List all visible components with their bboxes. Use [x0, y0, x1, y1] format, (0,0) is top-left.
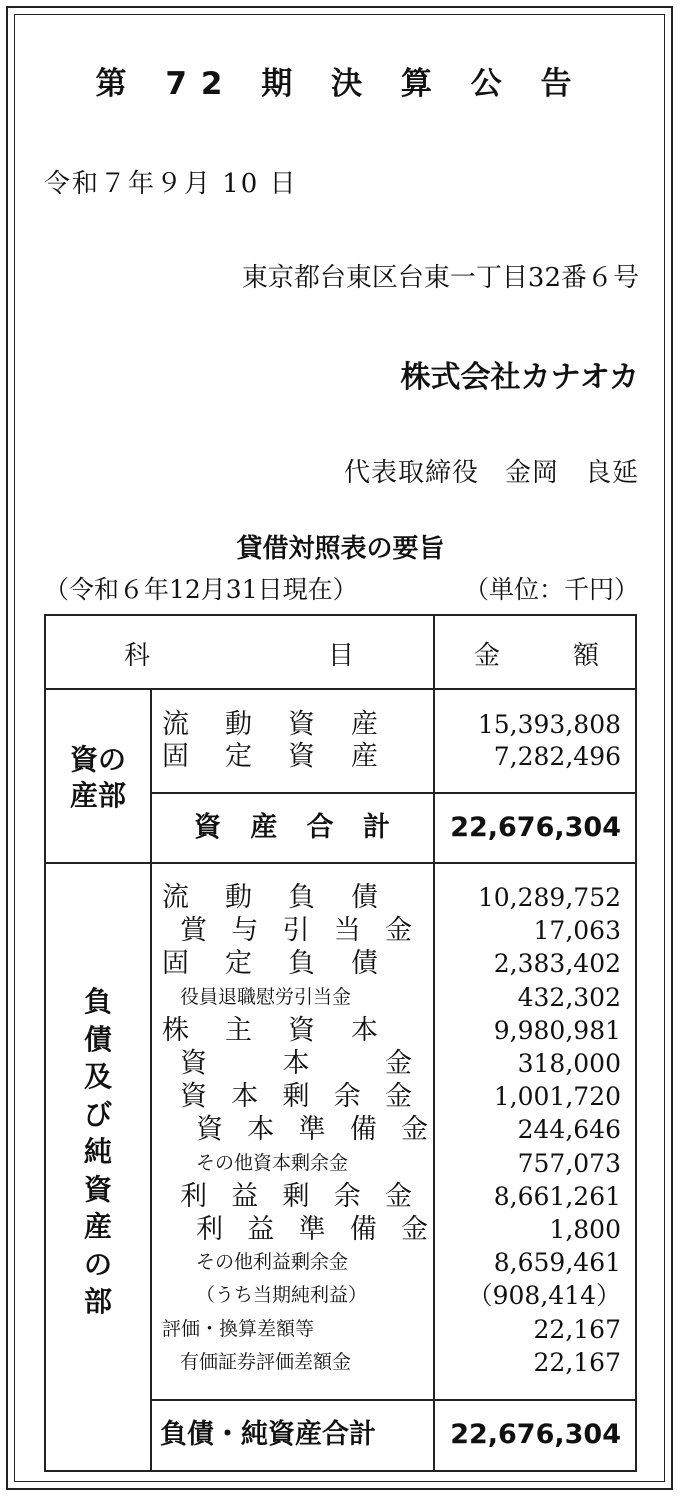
liab-label-char: の [83, 1247, 112, 1281]
liability-value: 318,000 [517, 1049, 621, 1078]
liab-total-divider [150, 1399, 635, 1401]
liability-row [46, 947, 635, 980]
liability-row [46, 1047, 635, 1080]
assets-total-label [194, 811, 390, 844]
label-char: 本 [231, 1081, 259, 1113]
liability-value: 2,383,402 [493, 949, 621, 979]
liability-value: 1,800 [549, 1215, 621, 1244]
label-char: 資 [180, 1081, 207, 1113]
liability-value: 9,980,981 [493, 1015, 621, 1045]
label-char: 剰 [282, 1180, 310, 1212]
asset-row [46, 740, 635, 773]
liability-label [196, 1113, 428, 1146]
liability-label [162, 881, 378, 914]
liab-label-char: 負 [83, 985, 112, 1018]
label-char: 主 [225, 1014, 252, 1046]
liability-row [46, 1180, 635, 1213]
liab-label-char: 部 [83, 1285, 112, 1318]
label-char: 引 [282, 915, 310, 947]
liability-value: 22,167 [533, 1347, 621, 1377]
liability-row [46, 1279, 635, 1312]
liability-row [46, 1080, 635, 1113]
label-char: 金 [401, 1114, 428, 1146]
label-char: 益 [247, 1214, 275, 1245]
company-address: 東京都台東区台東一丁目32番６号 [241, 263, 639, 293]
label-char: 流 [162, 709, 189, 740]
asset-value: 7,282,496 [493, 742, 621, 771]
liab-label-char: び [83, 1097, 112, 1131]
company-name: 株式会社カナオカ [400, 360, 639, 395]
label-char: 資 [196, 1114, 223, 1146]
label-char: 利 [196, 1214, 223, 1245]
label-char: 定 [225, 948, 252, 980]
label-char: 資 [194, 812, 221, 843]
label-char: 資 [288, 741, 315, 772]
label-char: 資 [180, 1048, 207, 1079]
notice-title: 第 72 期 決 算 公 告 [95, 66, 586, 102]
liab-label-char: 産 [83, 1210, 112, 1243]
assets-label-line-2: 産部 [69, 779, 126, 812]
liability-row [46, 914, 635, 947]
label-char: 利 [180, 1180, 207, 1212]
label-char: 賞 [180, 915, 207, 947]
label-char: 余 [333, 1180, 361, 1212]
liability-row [46, 1213, 635, 1246]
representative [344, 452, 639, 489]
label-char: 剰 [282, 1081, 310, 1113]
label-char: 合 [306, 812, 334, 843]
liability-label: その他資本剰余金 [196, 1151, 349, 1174]
assets-total-row [46, 811, 635, 844]
liability-value: 432,302 [517, 982, 621, 1012]
liability-value: 10,289,752 [477, 883, 621, 912]
liability-label: その他利益剰余金 [196, 1251, 349, 1274]
label-char: 金 [385, 1081, 412, 1113]
label-char: 本 [351, 1014, 378, 1046]
label-char: 動 [225, 882, 252, 913]
label-char: 債 [351, 882, 378, 913]
col-item-char-a: 科 [124, 641, 151, 671]
label-char: 債 [351, 948, 378, 980]
rep-surname: 金岡 [504, 458, 559, 488]
label-char: 固 [162, 741, 189, 772]
liability-row [46, 1313, 635, 1346]
asset-row [46, 708, 635, 741]
rep-given-name: 良延 [584, 458, 639, 488]
liability-value: 757,073 [517, 1148, 621, 1178]
label-char: 与 [231, 915, 259, 947]
notice-date: 令和７年９月 10 日 [44, 169, 298, 199]
label-char: 本 [247, 1114, 275, 1146]
liability-row [46, 1246, 635, 1279]
liability-row [46, 881, 635, 914]
label-char: 備 [349, 1114, 377, 1146]
liability-value: （908,414） [467, 1281, 621, 1311]
label-char: 余 [333, 1081, 361, 1113]
liab-label-char: 資 [83, 1172, 112, 1206]
header-divider [46, 688, 635, 690]
label-char: 備 [349, 1214, 377, 1245]
asset-label [162, 708, 378, 741]
liability-label [180, 914, 412, 947]
liability-label [180, 1047, 412, 1080]
label-char: 負 [288, 882, 315, 913]
liab-total-value: 22,676,304 [450, 1419, 621, 1450]
liability-row [46, 981, 635, 1014]
label-char: 益 [231, 1180, 259, 1212]
liability-value: 244,646 [517, 1115, 621, 1145]
label-char: 流 [162, 882, 189, 913]
liability-label [162, 947, 378, 980]
label-char: 金 [385, 915, 412, 947]
liability-label: 評価・換算差額等 [162, 1317, 315, 1340]
liability-label: 役員退職慰労引当金 [180, 985, 352, 1008]
label-char: 株 [162, 1014, 189, 1046]
liab-total-row [46, 1418, 635, 1451]
label-char: 負 [288, 948, 315, 980]
label-char: 金 [385, 1180, 412, 1212]
liab-total-label: 負債・純資産合計 [160, 1419, 376, 1450]
label-char: 産 [250, 812, 278, 843]
asset-label [162, 740, 378, 773]
liab-label-char: 及 [83, 1060, 112, 1093]
label-char: 産 [351, 709, 378, 740]
liability-value: 8,661,261 [493, 1181, 621, 1211]
liability-value: 17,063 [533, 916, 621, 946]
liability-value: 8,659,461 [493, 1248, 621, 1278]
col-amount-char-b: 額 [573, 641, 600, 671]
label-char: 金 [401, 1214, 428, 1245]
liability-label [180, 1180, 412, 1213]
rep-title: 代表取締役 [343, 458, 479, 488]
label-char: 産 [351, 741, 378, 772]
liability-row [46, 1346, 635, 1379]
assets-total-divider [150, 792, 635, 794]
label-char: 金 [385, 1048, 412, 1079]
label-char: 準 [298, 1114, 326, 1146]
label-char: 固 [162, 948, 189, 980]
label-char: 動 [225, 709, 252, 740]
balance-sheet-title: 貸借対照表の要旨 [236, 534, 445, 564]
liability-row [46, 1147, 635, 1180]
col-amount-char-a: 金 [474, 641, 501, 671]
col-item-char-b: 目 [328, 641, 355, 671]
label-char: 準 [298, 1214, 326, 1245]
assets-total-value: 22,676,304 [450, 812, 621, 843]
balance-sheet-date: （令和６年12月31日現在） [44, 575, 358, 604]
asset-value: 15,393,808 [477, 710, 621, 739]
liab-label-char: 債 [83, 1022, 112, 1056]
liability-label [180, 1080, 412, 1113]
liab-label-char: 純 [83, 1135, 112, 1168]
liability-row [46, 1113, 635, 1146]
liability-label: （うち当期純利益） [196, 1284, 368, 1307]
liability-value: 22,167 [533, 1314, 621, 1344]
label-char: 当 [333, 915, 361, 947]
assets-section-divider [46, 862, 635, 864]
balance-sheet-unit: （単位：千円） [463, 575, 639, 604]
liability-value: 1,001,720 [493, 1082, 621, 1112]
balance-sheet-table [44, 614, 637, 1472]
liability-row [46, 1014, 635, 1047]
label-char: 本 [282, 1048, 310, 1079]
label-char: 計 [362, 812, 390, 843]
liability-label [196, 1213, 428, 1246]
label-char: 定 [225, 741, 252, 772]
liability-label: 有価証券評価差額金 [180, 1350, 352, 1373]
assets-label-line-1: 資の [69, 743, 126, 776]
label-char: 資 [288, 1014, 315, 1046]
liability-label [162, 1014, 378, 1047]
label-char: 資 [288, 709, 315, 740]
